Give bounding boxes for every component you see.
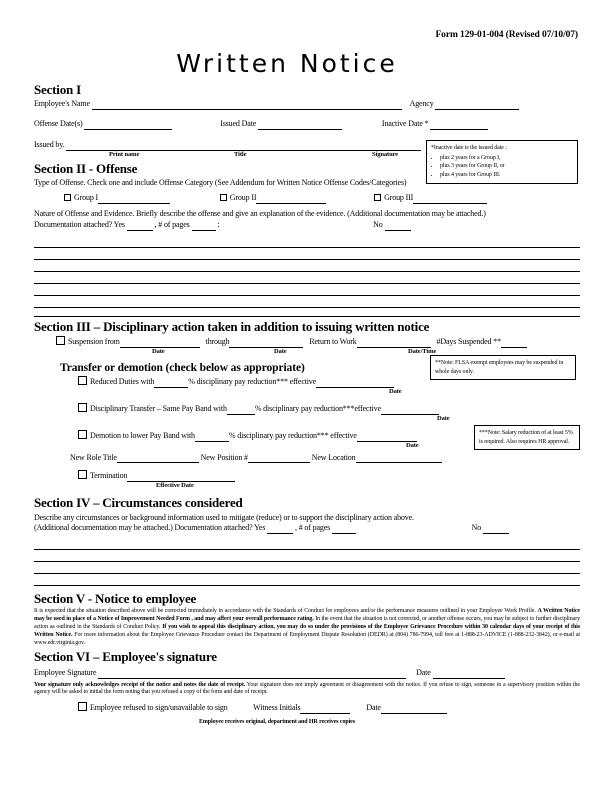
pages-input[interactable] <box>192 222 216 231</box>
group-2-input[interactable] <box>256 195 326 204</box>
agency-input[interactable] <box>435 101 519 110</box>
employee-signature-input[interactable] <box>98 670 406 679</box>
termination-label: Termination <box>90 471 128 481</box>
disciplinary-transfer-label: Disciplinary Transfer – Same Pay Band with <box>90 404 227 414</box>
group-3-checkbox[interactable] <box>374 194 381 201</box>
offense-date-input[interactable] <box>84 121 172 130</box>
agency-label: Agency <box>409 99 434 109</box>
signature-date-label: Date <box>416 667 431 677</box>
blank-line[interactable] <box>34 260 580 272</box>
new-role-title-input[interactable] <box>117 454 199 463</box>
pages-label: , # of pages <box>154 220 190 230</box>
reduced-duties-effective-input[interactable] <box>316 379 394 388</box>
employee-signature-label: Employee Signature <box>34 667 97 677</box>
flsa-note-text: **Note: FLSA exempt employees may be suspended in whole days only. <box>435 360 564 375</box>
group-3-input[interactable] <box>413 195 487 204</box>
section-5-heading: Section V - Notice to employee <box>34 591 197 607</box>
refused-to-sign-label: Employee refused to sign/unavailable to sign <box>90 703 228 713</box>
return-to-work-input[interactable] <box>357 339 431 348</box>
dates-row <box>34 119 580 130</box>
blank-line[interactable] <box>34 562 580 574</box>
days-suspended-label: #Days Suspended ** <box>436 337 501 347</box>
reduced-duties-label-b: % disciplinary pay reduction*** effective <box>188 377 317 387</box>
caption-date: Date <box>437 414 450 422</box>
section-5-body <box>34 608 580 647</box>
section-4-heading: Section IV – Circumstances considered <box>34 495 243 511</box>
blank-line[interactable] <box>34 550 580 562</box>
note-bullet: • plus 4 years for Group III. <box>440 171 573 180</box>
suspension-through-input[interactable] <box>229 339 303 348</box>
termination-date-input[interactable] <box>127 473 235 482</box>
suspension-label: Suspension from <box>68 337 120 347</box>
reduced-duties-label: Reduced Duties with <box>90 377 155 387</box>
issued-by-label: Issued by. <box>34 139 65 149</box>
inactive-date-note-box <box>426 140 578 184</box>
group-2-label: Group II <box>229 192 257 202</box>
disciplinary-transfer-checkbox[interactable] <box>78 403 87 412</box>
termination-caption-row <box>34 482 580 493</box>
demotion-label: Demotion to lower Pay Band with <box>90 430 195 440</box>
note-bullet: • plus 3 years for Group II, or <box>440 162 573 171</box>
termination-checkbox[interactable] <box>78 470 87 479</box>
section-5-text-3: For more information about the Employee Grievance Procedure contact the Department of Employment Dispute Resolution (DEDR) at (804) 786-7994, toll free at 1-888-23-ADVICE (1-888-232-3842), or e-mail at www.edr.virginia.gov. <box>34 631 580 646</box>
section-4-yes-input[interactable] <box>267 525 293 534</box>
inactive-date-note-list <box>431 154 573 180</box>
documentation-yes-input[interactable] <box>127 222 153 231</box>
documentation-attached-label: Documentation attached? Yes <box>34 220 125 230</box>
section-4-instruction-2: (Additional documentation may be attached.) Documentation attached? Yes <box>34 523 266 533</box>
disciplinary-transfer-label-b: % disciplinary pay reduction***effective <box>254 404 381 414</box>
section-4-instruction: Describe any circumstances or background information used to mitigate (reduce) or to support the disciplinary action above. <box>34 512 414 522</box>
documentation-no-label: No <box>373 220 383 230</box>
page-title: Written Notice <box>176 49 398 78</box>
new-position-label: New Position # <box>200 452 248 462</box>
form-number: Form 129-01-004 (Revised 07/10/07) <box>435 30 578 40</box>
offense-date-label: Offense Date(s) <box>34 119 83 129</box>
blank-line[interactable] <box>34 248 580 260</box>
section-2-blank-lines <box>34 236 580 308</box>
transfer-or-demotion-heading: Transfer or demotion (check below as appropriate) <box>60 362 305 375</box>
suspension-checkbox[interactable] <box>56 336 65 345</box>
flsa-note-box <box>430 355 576 380</box>
issued-date-label: Issued Date <box>220 119 257 129</box>
section-5-text-2: In the event that the situation is not corrected, or another offense occurs, you may be subject to further disciplinary action as outlined in the Standards of Conduct Policy. <box>34 616 580 631</box>
return-to-work-label: Return to Work <box>309 337 357 347</box>
group-1-checkbox[interactable] <box>64 194 71 201</box>
suspension-through-label: through <box>205 337 230 347</box>
blank-line[interactable] <box>34 236 580 248</box>
offense-nature-instruction: Nature of Offense and Evidence. Briefly describe the offense and give an explanation of the evidence. (Additional documentation may be attached.) <box>34 208 486 218</box>
section-4-pages-input[interactable] <box>332 525 356 534</box>
blank-line[interactable] <box>34 538 580 550</box>
demotion-pct-input[interactable] <box>195 433 229 442</box>
offense-type-instruction: Type of Offense. Check one and include Offense Category (See Addendum for Written Notice Offense Codes/Categories) <box>34 177 407 187</box>
suspension-row <box>56 336 580 348</box>
form-content <box>34 30 580 725</box>
caption-title: Title <box>234 150 247 158</box>
offense-group-row <box>64 193 580 204</box>
new-role-title-label: New Role Title <box>70 452 117 462</box>
colon: : <box>217 220 220 230</box>
new-location-label: New Location <box>311 452 356 462</box>
inactive-date-input[interactable] <box>430 121 488 130</box>
section-4-no-input[interactable] <box>483 525 509 534</box>
suspension-from-input[interactable] <box>120 339 200 348</box>
section-6-body <box>34 682 580 698</box>
refused-to-sign-checkbox[interactable] <box>78 702 87 711</box>
employee-name-row <box>34 99 580 110</box>
caption-date: Date <box>406 441 419 449</box>
reduced-duties-checkbox[interactable] <box>78 376 87 385</box>
days-suspended-input[interactable] <box>501 339 527 348</box>
refused-to-sign-row <box>78 702 580 714</box>
section-2-heading: Section II - Offense <box>34 160 138 176</box>
distribution-footer: Employee receives original, department and HR receives copies <box>199 718 355 725</box>
witness-date-label: Date <box>366 703 381 713</box>
section-4-blank-lines <box>34 538 580 586</box>
employee-signature-row <box>34 668 580 679</box>
new-role-row <box>70 453 580 464</box>
documentation-no-input[interactable] <box>385 222 411 231</box>
disciplinary-transfer-effective-input[interactable] <box>381 406 439 415</box>
caption-print-name: Print name <box>109 150 140 158</box>
disciplinary-transfer-pct-input[interactable] <box>227 406 255 415</box>
new-position-input[interactable] <box>248 454 310 463</box>
demotion-effective-input[interactable] <box>357 433 417 442</box>
demotion-label-b: % disciplinary pay reduction*** effective <box>228 430 357 440</box>
demotion-checkbox[interactable] <box>78 430 87 439</box>
section-4-documentation-row <box>34 523 580 534</box>
section-6-text: Your signature does not imply agreement or disagreement with the notice. If you refuse to sign, someone in a supervisory position within the agency will be asked to initial the form noting that you refused a copy of the form and date of receipt. <box>34 681 580 696</box>
group-3-label: Group III <box>384 192 414 202</box>
signature-date-input[interactable] <box>433 670 505 679</box>
section-1-heading: Section I <box>34 82 81 97</box>
section-6-heading: Section VI – Employee's signature <box>34 649 217 665</box>
witness-date-input[interactable] <box>381 705 447 714</box>
new-location-input[interactable] <box>356 454 442 463</box>
section-5-text-1: It is expected that the situation described above will be corrected immediately in accordance with the Standards of Conduct for employees and/or the performance measures outlined in your Employee Work Profile. <box>34 608 538 615</box>
witness-initials-label: Witness Initials <box>253 703 301 713</box>
group-1-input[interactable] <box>98 195 170 204</box>
blank-line[interactable] <box>34 284 580 296</box>
termination-row <box>78 470 580 482</box>
salary-note-text: ***Note: Salary reduction of at least 5% is required. Also requires HR approval. <box>479 430 573 445</box>
witness-initials-input[interactable] <box>300 705 350 714</box>
blank-line[interactable] <box>34 272 580 284</box>
reduced-duties-caption-row <box>34 388 580 399</box>
disciplinary-transfer-row <box>78 403 580 415</box>
issued-by-input[interactable] <box>66 142 421 151</box>
salary-reduction-note-box <box>474 425 580 450</box>
caption-date: Date <box>389 388 402 396</box>
group-1-label: Group I <box>74 192 99 202</box>
inactive-date-note-intro: *Inactive date is the issued date : <box>431 145 507 151</box>
caption-effective-date: Effective Date <box>156 482 194 490</box>
section-3-heading: Section III – Disciplinary action taken in addition to issuing written notice <box>34 316 580 334</box>
employee-name-label: Employee's Name <box>34 99 90 109</box>
inactive-date-label: Inactive Date * <box>381 119 429 129</box>
blank-line[interactable] <box>34 296 580 308</box>
group-2-checkbox[interactable] <box>220 194 227 201</box>
caption-date-time: Date/Time <box>408 348 437 356</box>
section-2-documentation-row <box>34 220 580 231</box>
section-5-bold-1: A Written Notice may be used in place of a Notice of Improvement Needed Form , and may affect your overall performance rating. <box>34 608 580 623</box>
caption-date: Date <box>152 348 165 356</box>
issued-date-input[interactable] <box>258 121 342 130</box>
blank-line[interactable] <box>34 574 580 586</box>
note-bullet: • plus 2 years for a Group I, <box>440 154 573 163</box>
caption-date: Date <box>274 348 287 356</box>
reduced-duties-pct-input[interactable] <box>154 379 188 388</box>
employee-name-input[interactable] <box>92 101 402 110</box>
section-4-no-label: No <box>471 523 482 533</box>
section-6-bold: Your signature only acknowledges receipt of the notice and notes the date of receipt. <box>34 681 246 688</box>
section-4-pages-label: , # of pages <box>295 523 331 533</box>
caption-signature: Signature <box>372 150 399 158</box>
section-5-bold-2: If you wish to appeal this disciplinary action, you may do so under the provisions of the Employee Grievance Procedure within 30 calendar days of your receipt of this Written Notice. <box>34 624 580 638</box>
